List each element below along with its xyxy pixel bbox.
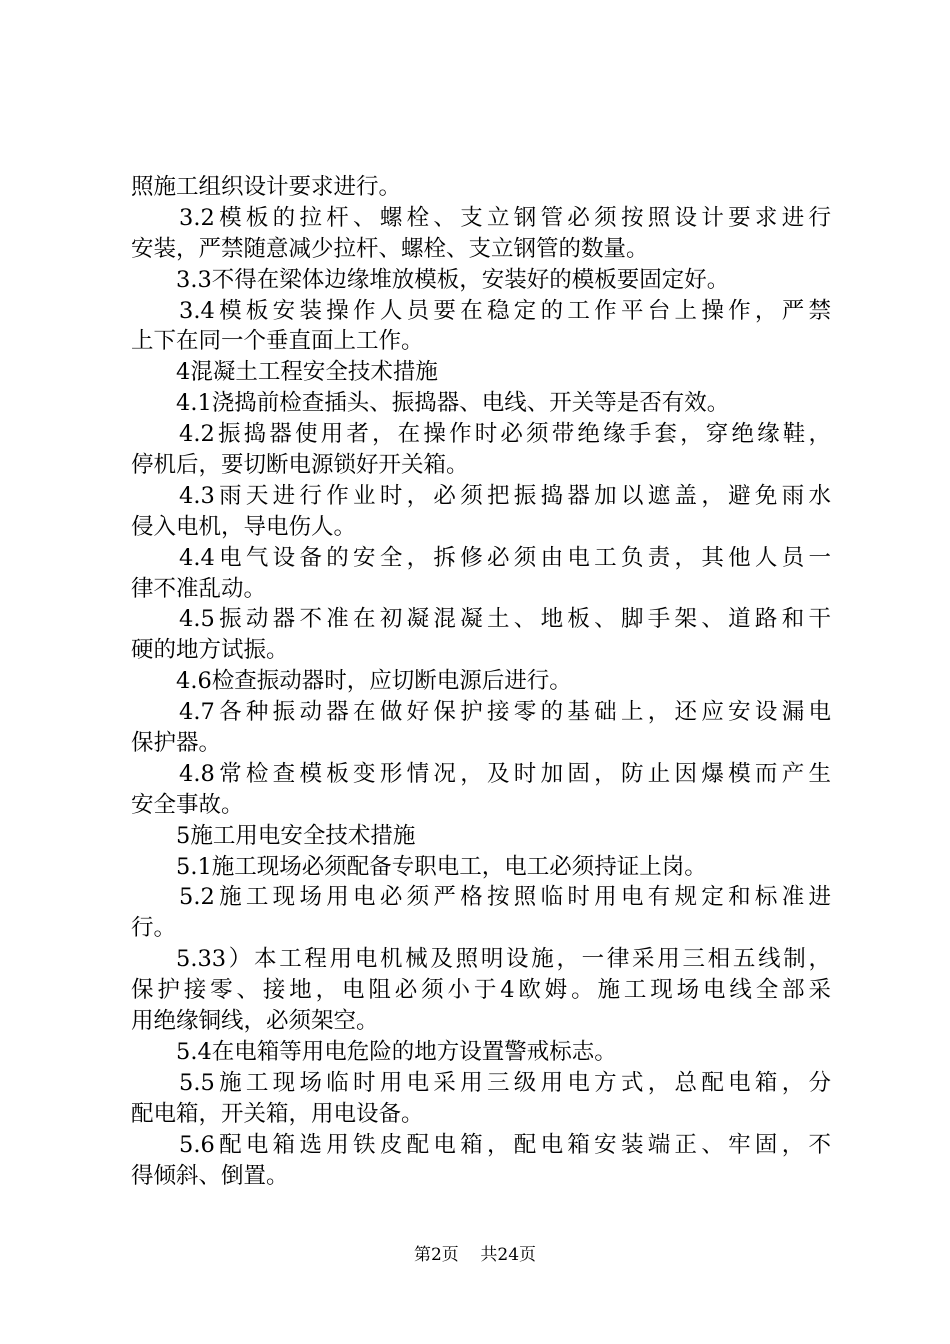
- page-number: 第2页: [413, 1245, 459, 1265]
- text-line: 4.5振动器不准在初凝混凝土、地板、脚手架、道路和干: [179, 606, 831, 633]
- text-line: 4.6检查振动器时，应切断电源后进行。: [176, 668, 572, 695]
- text-line: 安全事故。: [131, 791, 244, 818]
- text-line: 上下在同一个垂直面上工作。: [131, 328, 424, 355]
- text-line: 侵入电机，导电伤人。: [131, 513, 357, 540]
- text-line: 停机后，要切断电源锁好开关箱。: [131, 452, 469, 479]
- text-line: 安装，严禁随意减少拉杆、螺栓、支立钢管的数量。: [131, 235, 649, 262]
- text-line: 4.3雨天进行作业时，必须把振捣器加以遮盖，避免雨水: [179, 482, 831, 509]
- text-line: 硬的地方试振。: [131, 637, 289, 664]
- text-line: 保护接零、接地，电阻必须小于4欧姆。施工现场电线全部采: [131, 977, 831, 1004]
- text-line: 4.2振捣器使用者，在操作时必须带绝缘手套，穿绝缘鞋，: [179, 421, 831, 448]
- text-line: 5.2施工现场用电必须严格按照临时用电有规定和标准进: [179, 884, 831, 911]
- text-line: 行。: [131, 915, 177, 942]
- text-line: 配电箱，开关箱，用电设备。: [131, 1100, 424, 1127]
- text-line: 5.1施工现场必须配备专职电工，电工必须持证上岗。: [176, 853, 707, 880]
- text-line: 4.8常检查模板变形情况，及时加固，防止因爆模而产生: [179, 760, 831, 787]
- text-line: 4混凝土工程安全技术措施: [176, 359, 438, 386]
- text-line: 律不准乱动。: [131, 575, 267, 602]
- text-line: 保护器。: [131, 730, 222, 757]
- text-line: 照施工组织设计要求进行。: [131, 174, 402, 200]
- text-line: 5.33）本工程用电机械及照明设施，一律采用三相五线制，: [176, 946, 831, 973]
- total-pages: 共24页: [480, 1245, 537, 1265]
- footer-gap: [464, 1245, 475, 1265]
- document-body: [131, 172, 831, 1191]
- text-line: 得倾斜、倒置。: [131, 1162, 289, 1189]
- text-line: 4.1浇捣前检查插头、振捣器、电线、开关等是否有效。: [176, 390, 730, 417]
- text-line: 5.5施工现场临时用电采用三级用电方式，总配电箱，分: [179, 1069, 831, 1096]
- text-line: 3.2模板的拉杆、螺栓、支立钢管必须按照设计要求进行: [179, 204, 831, 231]
- text-line: 3.3不得在梁体边缘堆放模板，安装好的模板要固定好。: [176, 266, 730, 293]
- text-line: 5.6配电箱选用铁皮配电箱，配电箱安装端正、牢固，不: [179, 1131, 831, 1158]
- text-line: 用绝缘铜线，必须架空。: [131, 1008, 379, 1035]
- text-line: 3.4模板安装操作人员要在稳定的工作平台上操作，严禁: [179, 297, 831, 324]
- text-line: 5.4在电箱等用电危险的地方设置警戒标志。: [176, 1038, 617, 1065]
- text-line: 4.4电气设备的安全，拆修必须由电工负责，其他人员一: [179, 544, 831, 571]
- text-line: 4.7各种振动器在做好保护接零的基础上，还应安设漏电: [179, 699, 831, 726]
- text-line: 5施工用电安全技术措施: [176, 822, 416, 849]
- page-footer: [0, 1243, 950, 1267]
